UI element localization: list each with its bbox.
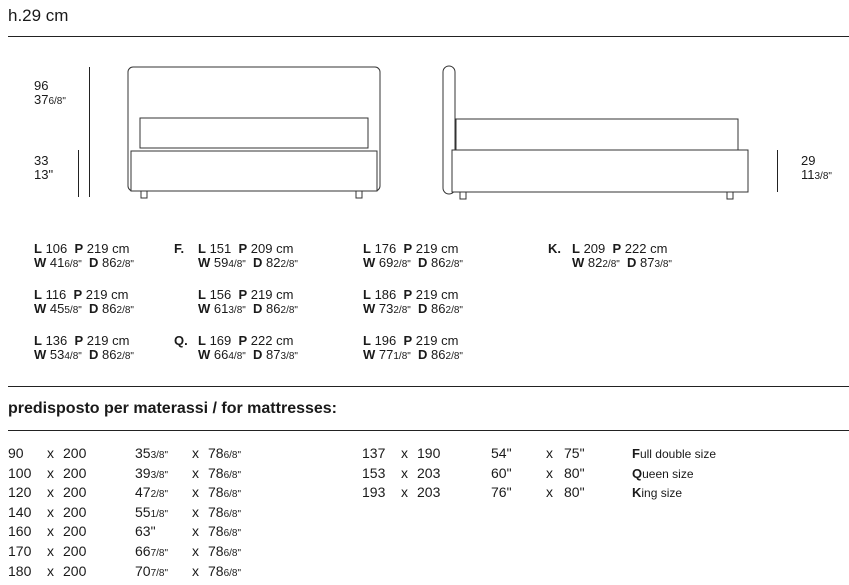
spec-block [363,334,463,364]
mattress-cell: 786/8" [208,503,242,520]
spec-prefix: Q. [174,333,188,348]
mattress-cell: 193 [362,484,386,501]
spec-block [34,288,134,318]
spec-line-wd: W 692/8" D 862/8" [363,255,463,270]
bed-side-view [440,64,752,204]
mattress-cell: 200 [63,445,87,461]
spec-line-lp: L 106 P 219 cm [34,241,130,256]
mattress-cell: 100 [8,464,32,481]
mattress-cell: x [47,562,54,579]
mattress-cell: 63" [135,523,156,540]
spec-line-wd: W 455/8" D 862/8" [34,301,134,316]
mattress-cell: 90 [8,445,24,461]
mattress-cell: 200 [63,523,87,540]
mattress-cell: x [47,523,54,540]
mattress-cell: 180 [8,562,32,579]
mattress-cell: 140 [8,503,32,520]
mattress-cell: 153 [362,464,386,481]
mattress-cell: 54" [491,445,512,461]
spec-line-lp: L 151 P 209 cm [198,241,294,256]
mattress-cell: 203 [417,464,441,481]
height-total-label: 96 376/8" [34,78,66,107]
spec-block [548,241,672,272]
mattress-cell: 667/8" [135,543,169,559]
mattress-size-name: Queen size [632,465,694,481]
mattress-cell: x [192,484,199,501]
spec-block [198,288,298,318]
spec-line-lp: L 116 P 219 cm [34,287,129,302]
spec-block [363,242,463,272]
middle-divider [8,386,849,387]
spec-block [34,242,134,272]
spec-line-wd: W 664/8" D 873/8" [198,347,298,362]
spec-prefix: F. [174,241,185,256]
bed-front-view [125,64,385,204]
mattress-cell: x [401,484,408,501]
mattress-cell: 160 [8,523,32,540]
mattress-size-name: Full double size [632,446,717,461]
mattress-cell: 137 [362,445,386,461]
mattress-cell: 170 [8,543,32,559]
mattress-cell: 786/8" [208,445,242,461]
height-base-label: 33 13" [34,153,54,182]
spec-line-wd: W 732/8" D 862/8" [363,301,463,316]
mattress-cell: 786/8" [208,484,242,501]
mattress-cell: x [192,543,199,559]
mattress-cell: x [47,464,54,481]
mattress-cell: 786/8" [208,543,242,559]
mattress-cell: 472/8" [135,484,169,501]
spec-line-wd: W 822/8" D 873/8" [572,255,672,270]
mattress-cell: x [401,445,408,461]
mattress-cell: 203 [417,484,441,501]
mattress-cell: 190 [417,445,441,461]
spec-block [174,241,298,272]
height-side-label: 29 113/8" [801,153,832,182]
mattress-cell: 200 [63,484,87,501]
mattress-cell: 551/8" [135,503,169,520]
mattress-cell: 75" [564,445,585,461]
mattress-cell: 786/8" [208,464,242,481]
spec-line-lp: L 136 P 219 cm [34,333,130,348]
mattress-divider [8,430,849,431]
mattress-cell: 393/8" [135,464,169,481]
spec-line-lp: L 196 P 219 cm [363,333,459,348]
mattress-cell: x [47,543,54,559]
spec-block [174,333,298,364]
mattress-cell: x [47,445,54,461]
mattress-cell: 707/8" [135,562,169,579]
height-side-line [777,150,778,192]
mattress-cell: x [546,445,553,461]
mattress-size-name: King size [632,485,683,501]
spec-line-lp: L 209 P 222 cm [572,241,668,256]
spec-line-wd: W 594/8" D 822/8" [198,255,298,270]
mattress-cell: 786/8" [208,562,242,579]
mattress-heading: predisposto per materassi / for mattresses: [8,400,338,417]
mattress-cell: x [192,445,199,461]
spec-line-lp: L 186 P 219 cm [363,287,459,302]
spec-prefix: K. [548,241,561,256]
mattress-cell: 200 [63,543,87,559]
page-title: h.29 cm [8,6,69,25]
mattress-cell: 200 [63,562,87,579]
mattress-cell: x [546,464,553,481]
mattress-cell: x [401,464,408,481]
mattress-cell: x [192,562,199,579]
spec-line-wd: W 771/8" D 862/8" [363,347,463,362]
mattress-cell: x [47,503,54,520]
mattress-cell: 80" [564,464,585,481]
mattress-cell: 200 [63,464,87,481]
mattress-cell: 80" [564,484,585,501]
mattress-cell: x [546,484,553,501]
mattress-cell: x [192,523,199,540]
top-divider [8,36,849,37]
height-base-line [78,150,79,197]
height-total-line [89,67,90,197]
mattress-cell: 786/8" [208,523,242,540]
spec-line-wd: W 613/8" D 862/8" [198,301,298,316]
spec-line-lp: L 156 P 219 cm [198,287,294,302]
mattress-cell: 353/8" [135,445,169,461]
mattress-cell: x [47,484,54,501]
mattress-cell: x [192,503,199,520]
spec-line-lp: L 176 P 219 cm [363,241,459,256]
spec-line-wd: W 416/8" D 862/8" [34,255,134,270]
spec-line-lp: L 169 P 222 cm [198,333,294,348]
mattress-cell: 120 [8,484,32,501]
mattress-cell: 200 [63,503,87,520]
mattress-cell: 60" [491,464,512,481]
spec-block [363,288,463,318]
spec-block [34,334,134,364]
mattress-cell: 76" [491,484,512,501]
spec-line-wd: W 534/8" D 862/8" [34,347,134,362]
mattress-cell: x [192,464,199,481]
